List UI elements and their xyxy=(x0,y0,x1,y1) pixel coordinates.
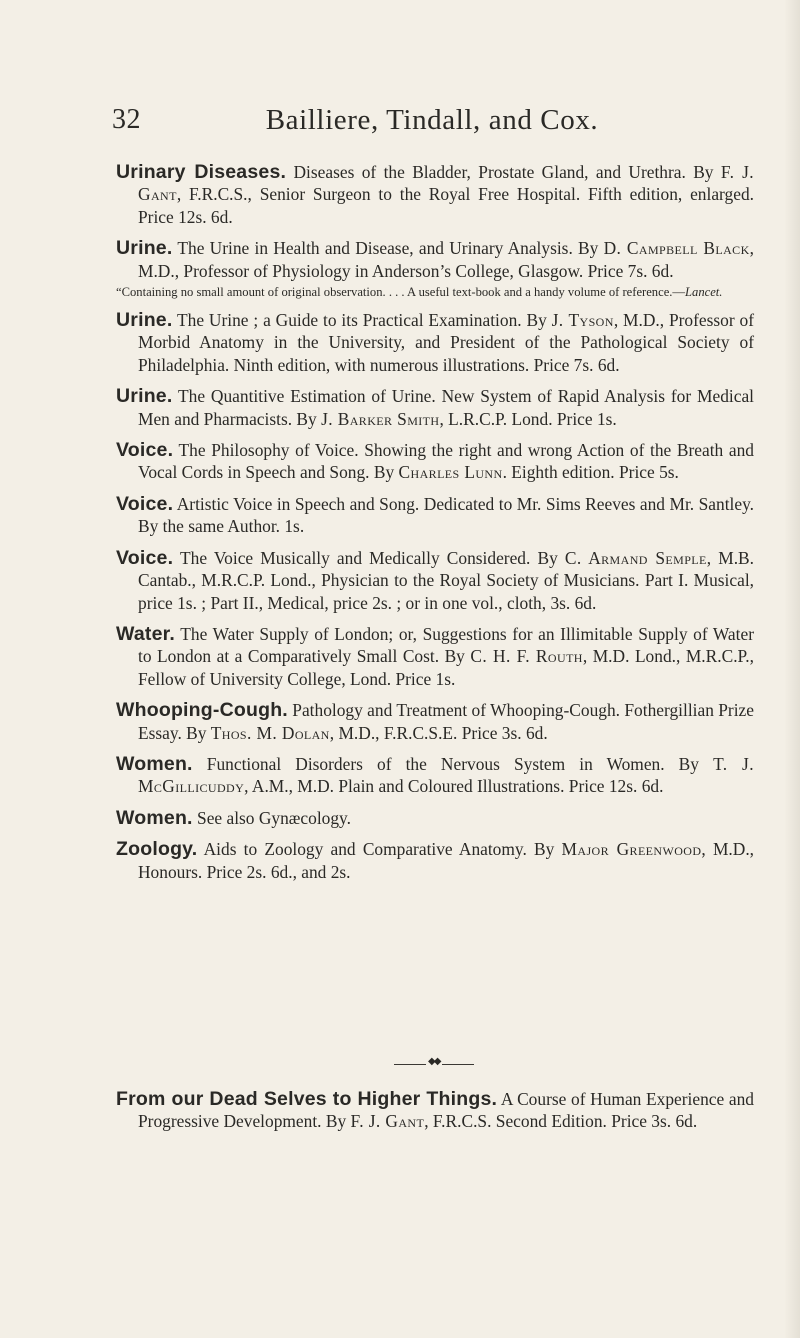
entry-heading: Voice. xyxy=(116,546,174,569)
entry-heading: Urine. xyxy=(116,309,173,332)
catalogue-entry xyxy=(116,309,754,376)
entry-heading: Zoology. xyxy=(116,838,198,861)
entry-heading: Water. xyxy=(116,622,175,645)
entry-details: , M.D., Professor of Physiology in Anderson’s College, Glasgow. Price 7s. 6d. xyxy=(138,238,754,281)
entry-details: . Eighth edition. Price 5s. xyxy=(502,462,679,483)
catalogue-entry xyxy=(116,385,754,430)
entry-heading: Women. xyxy=(116,806,193,829)
page-header xyxy=(112,104,752,144)
entry-details: , M.D., F.R.C.S.E. Price 3s. 6d. xyxy=(329,722,548,743)
entry-author: J. Tyson xyxy=(551,310,614,331)
entry-author: Thos. M. Dolan xyxy=(210,722,330,743)
running-title: Bailliere, Tindall, and Cox. xyxy=(265,104,599,136)
divider-rule-right xyxy=(442,1064,474,1065)
entry-author: D. Campbell Black xyxy=(603,238,750,259)
entry-author: F. J. Gant xyxy=(350,1111,425,1132)
entry-author: J. Barker Smith xyxy=(321,408,440,429)
entry-author: T. J. McGillicuddy xyxy=(138,753,754,797)
catalogue-entry xyxy=(116,699,754,744)
catalogue-entry xyxy=(116,838,754,883)
catalogue-entry xyxy=(116,1088,754,1133)
entry-author: C. H. F. Routh xyxy=(470,646,583,667)
page-edge-shadow xyxy=(784,0,800,1338)
catalogue-entry xyxy=(116,623,754,690)
entry-text: Artistic Voice in Speech and Song. Dedicated to Mr. Sims Reeves and Mr. Santley. By the same Author. 1s. xyxy=(138,493,754,537)
catalogue-entry xyxy=(116,807,754,829)
entry-details: , L.R.C.P. Lond. Price 1s. xyxy=(439,408,617,429)
review-quote-source: Lancet. xyxy=(685,285,723,300)
review-quote xyxy=(116,284,754,300)
entry-details: , M.D., Honours. Price 2s. 6d., and 2s. xyxy=(138,839,755,882)
entry-text: The Philosophy of Voice. Showing the right and wrong Action of the Breath and Vocal Cords in Speech and Song. By xyxy=(138,440,754,483)
entry-details: , F.R.C.S., Senior Surgeon to the Royal Free Hospital. Fifth edition, enlarged. Price 12s. 6d. xyxy=(138,184,754,227)
entry-text: The Water Supply of London; or, Suggestions for an Illimitable Supply of Water to London at a Comparatively Small Cost. By xyxy=(138,623,754,667)
entry-heading: Urinary Diseases. xyxy=(116,161,287,183)
entry-author: C. Armand Semple xyxy=(564,547,707,568)
entry-author: Charles Lunn xyxy=(398,462,503,483)
section-divider xyxy=(394,1056,474,1070)
divider-rule-left xyxy=(394,1064,426,1065)
entry-heading: Voice. xyxy=(116,439,174,462)
entry-heading: Women. xyxy=(116,752,193,775)
catalogue-entry xyxy=(116,493,754,538)
entry-details: , M.D. Lond., M.R.C.P., Fellow of University College, Lond. Price 1s. xyxy=(138,646,754,689)
entry-heading: Urine. xyxy=(116,237,173,260)
entry-text: The Quantitive Estimation of Urine. New System of Rapid Analysis for Medical Men and Pharmacists. By xyxy=(138,386,754,429)
catalogue-entry xyxy=(116,439,754,484)
catalogue-entry xyxy=(116,237,754,300)
entry-text: Aids to Zoology and Comparative Anatomy. By xyxy=(197,839,562,860)
entry-author: Major Greenwood xyxy=(561,839,702,860)
review-quote-text: “Containing no small amount of original observation. . . . A useful text-book and a handy volume of reference.— xyxy=(116,285,686,300)
entry-heading: From our Dead Selves to Higher Things. xyxy=(116,1088,498,1110)
entry-text: See also Gynæcology. xyxy=(192,807,351,828)
entry-heading: Whooping-Cough. xyxy=(116,699,288,722)
entry-text: Pathology and Treatment of Whooping-Cough. Fothergillian Prize Essay. By xyxy=(138,700,754,743)
catalogue-entries xyxy=(116,161,754,892)
entry-text: A Course of Human Experience and Progressive Development. By xyxy=(138,1089,754,1132)
catalogue-entry xyxy=(116,161,754,228)
featured-entry xyxy=(116,1088,754,1142)
entry-author: F. J. Gant xyxy=(138,162,755,205)
entry-text: Diseases of the Bladder, Prostate Gland, and Urethra. By xyxy=(286,162,721,182)
entry-text: The Urine in Health and Disease, and Urinary Analysis. By xyxy=(172,238,604,259)
page-number: 32 xyxy=(112,104,141,135)
catalogue-entry xyxy=(116,547,754,614)
catalogue-entry xyxy=(116,753,754,798)
entry-details: , F.R.C.S. Second Edition. Price 3s. 6d. xyxy=(424,1111,698,1132)
entry-heading: Voice. xyxy=(116,492,174,515)
entry-details: , M.B. Cantab., M.R.C.P. Lond., Physician to the Royal Society of Musicians. Part I. Musical, price 1s. ; Part II., Medical, price 2s. ; or in one vol., cloth, 3s. 6d. xyxy=(138,547,754,613)
entry-text: The Urine ; a Guide to its Practical Examination. By xyxy=(172,310,552,331)
entry-details: , M.D., Professor of Morbid Anatomy in the University, and President of the Pathological Society of Philadelphia. Ninth edition, with numerous illustrations. Price 7s. 6d. xyxy=(138,310,754,375)
entry-text: Functional Disorders of the Nervous System in Women. By xyxy=(192,753,714,774)
entry-heading: Urine. xyxy=(116,385,173,408)
entry-details: , A.M., M.D. Plain and Coloured Illustrations. Price 12s. 6d. xyxy=(244,776,664,797)
entry-text: The Voice Musically and Medically Considered. By xyxy=(173,547,565,568)
diamond-ornament-icon: ◆◆ xyxy=(428,1056,440,1067)
